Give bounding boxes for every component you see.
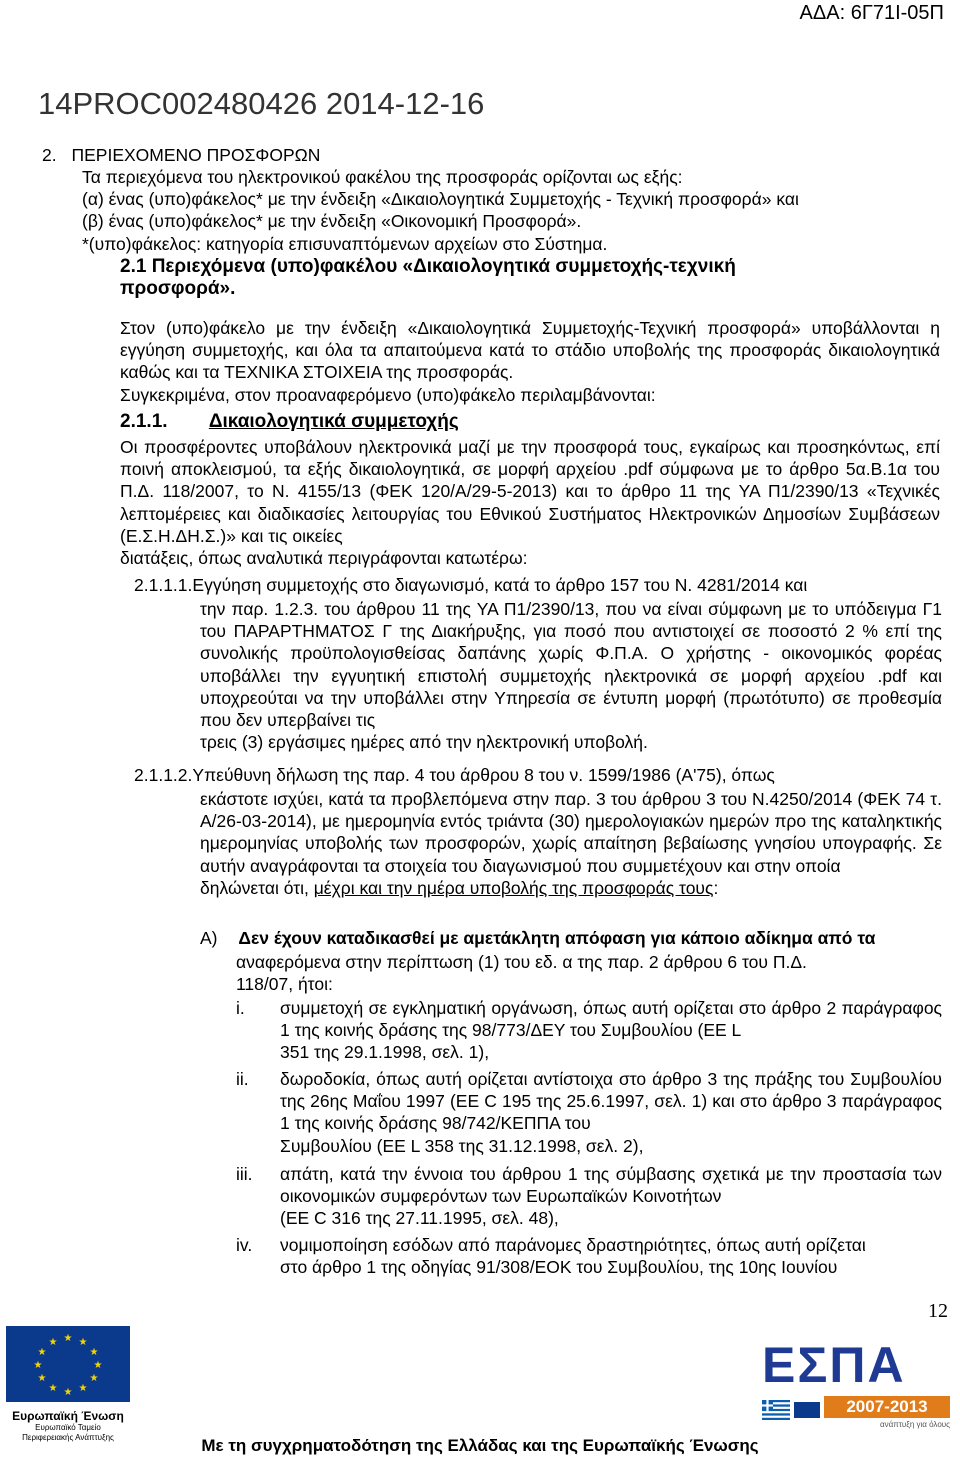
section-2-1-heading	[120, 256, 940, 300]
text-line: *(υπο)φάκελος: κατηγορία επισυναπτόμενων αρχείων στο Σύστημα.	[82, 233, 608, 254]
eu-flag-small-icon	[794, 1402, 820, 1418]
item-2-1-1-2-first	[134, 764, 944, 786]
paragraph: την παρ. 1.2.3. του άρθρου 11 της ΥΑ Π1/2390/13, που να είναι σύμφωνη με το υπόδειγμα Γ1 του ΠΑΡΑΡΤΗΜΑΤΟΣ Γ της Διακήρυξης, για ποσό που αντιστοιχεί σε ποσοστό 2 % επί της συνολικής προϋπολογισθείσας δαπάνης χωρίς Φ.Π.Α. Ο χρήστης - οικονομικός φορέας υποβάλλει την εγγυητική επιστολή συμμετοχής ηλεκτρονικά σε μορφή αρχείου .pdf και υποχρεούται να την υποβάλλει στην Υπηρεσία σε έντυπη μορφή (πρωτότυπο) σε προθεσμία που δεν υπερβαίνει τις	[200, 599, 942, 731]
text-span: :	[713, 877, 719, 898]
section-title: Δικαιολογητικά συμμετοχής	[208, 411, 459, 432]
text-line: (α) ένας (υπο)φάκελος* με την ένδειξη «Δικαιολογητικά Συμμετοχής - Τεχνική προσφορά» και	[82, 189, 799, 210]
svg-text:★: ★	[63, 1333, 73, 1344]
item-first-line: Εγγύηση συμμετοχής στο διαγωνισμό, κατά το άρθρο 157 του Ν. 4281/2014 και	[192, 575, 808, 595]
subitem-text	[280, 1163, 942, 1230]
svg-text:★: ★	[63, 1387, 73, 1398]
paragraph-last-line: (ΕΕ C 316 της 27.11.1995, σελ. 48),	[280, 1208, 559, 1229]
item-2-1-1-1-body	[200, 598, 942, 753]
svg-text:★: ★	[89, 1347, 99, 1358]
paragraph: νομιμοποίηση εσόδων από παράνομες δραστηριότητες, όπως αυτή ορίζεται	[280, 1235, 866, 1255]
footer-cofinancing-text: Με τη συγχρηματοδότηση της Ελλάδας και της Ευρωπαϊκής Ένωσης	[201, 1436, 759, 1455]
svg-text:★: ★	[48, 1383, 58, 1394]
item-number: 2.1.1.2.	[134, 765, 193, 785]
section-2-body	[82, 166, 942, 255]
section-number: 2.1.1.	[120, 411, 168, 432]
svg-text:★: ★	[37, 1347, 47, 1358]
clause-a-first	[200, 927, 944, 949]
paragraph: Οι προσφέροντες υποβάλουν ηλεκτρονικά μαζί με την προσφορά τους, εγκαίρως και προσηκόντως, επί ποινή αποκλεισμού, τα εξής δικαιολογητικά, σε μορφή αρχείου .pdf σύμφωνα με το άρθρο 5α.Β.1α του Π.Δ. 118/2007, το Ν. 4155/13 (ΦΕΚ 120/Α/29-5-2013) και το άρθρο 11 της ΥΑ Π1/2390/13 «Τεχνικές λεπτομέρειες και διαδικασίες λειτουργίας του Εθνικού Συστήματος Ηλεκτρονικών Δημοσίων Συμβάσεων (Ε.Σ.Η.ΔΗ.Σ.)» και τις οικείες	[120, 437, 940, 546]
paragraph: αναφερόμενα στην περίπτωση (1) του εδ. α της παρ. 2 άρθρου 6 του Π.Δ.	[236, 952, 807, 972]
subitem-text	[280, 997, 942, 1064]
svg-text:★: ★	[33, 1360, 43, 1371]
eu-logo-title: Ευρωπαϊκή Ένωση	[12, 1409, 124, 1423]
clause-a-body	[236, 951, 942, 995]
item-2-1-1-2-body	[200, 788, 942, 899]
section-2-1-paragraph	[120, 317, 940, 406]
svg-text:★: ★	[78, 1337, 88, 1348]
svg-text:★: ★	[48, 1337, 58, 1348]
paragraph: απάτη, κατά την έννοια του άρθρου 1 της σύμβασης σχετικά με την προστασία των οικονομικών συμφερόντων των Ευρωπαϊκών Κοινοτήτων	[280, 1164, 942, 1207]
espa-logo-name: ΕΣΠΑ	[762, 1337, 906, 1393]
eu-logo-subtitle: Περιφερειακής Ανάπτυξης	[22, 1433, 114, 1442]
paragraph: δωροδοκία, όπως αυτή ορίζεται αντίστοιχα στο άρθρο 3 της πράξης του Συμβουλίου της 26ης Μαΐου 1997 (ΕΕ C 195 της 25.6.1997, σελ. 1) και στο άρθρο 3 παράγραφος 1 της κοινής δράσης 98/742/ΚΕΠΠΑ του	[280, 1069, 942, 1134]
heading-line: προσφορά».	[120, 278, 236, 299]
paragraph: εκάστοτε ισχύει, κατά τα προβλεπόμενα στην παρ. 3 του άρθρου 3 του Ν.4250/2014 (ΦΕΚ 74 τ. Α/26-03-2014), με ημερομηνία εντός τριάντα (30) ημερολογιακών ημερών προ της καταληκτικής ημερομηνίας υποβολής των προσφορών, χωρίς απαίτηση βεβαίωσης γνησίου υπογραφής. Σε αυτήν αναγράφονται τα στοιχεία του διαγωνισμού που συμμετέχουν και στην οποία	[200, 789, 942, 876]
paragraph-last-line: τρεις (3) εργάσιμες ημέρες από την ηλεκτρονική υποβολή.	[200, 732, 648, 753]
ada-code: ΑΔΑ: 6Γ71Ι-05Π	[799, 2, 944, 24]
section-title: ΠΕΡΙΕΧΟΜΕΝΟ ΠΡΟΣΦΟΡΩΝ	[71, 145, 321, 165]
subitem-label: iii.	[236, 1164, 253, 1184]
greek-flag-icon	[762, 1400, 790, 1420]
svg-text:★: ★	[89, 1373, 99, 1384]
text-line: Τα περιεχόμενα του ηλεκτρονικού φακέλου της προσφοράς ορίζονται ως εξής:	[82, 167, 683, 187]
item-2-1-1-1-first	[134, 574, 944, 596]
document-id: 14PROC002480426 2014-12-16	[38, 86, 485, 121]
paragraph-last-line: 351 της 29.1.1998, σελ. 1),	[280, 1042, 490, 1063]
svg-text:★: ★	[78, 1383, 88, 1394]
section-number: 2.	[42, 145, 57, 165]
subitem-label: iv.	[236, 1235, 253, 1255]
paragraph-last-line: στο άρθρο 1 της οδηγίας 91/308/ΕΟΚ του Συμβουλίου, της 10ης Ιουνίου	[280, 1257, 838, 1278]
section-2-1-1-heading	[120, 411, 940, 433]
section-2-1-1-paragraph	[120, 436, 940, 569]
eu-logo	[6, 1326, 130, 1443]
paragraph-last-line: 118/07, ήτοι:	[236, 974, 333, 995]
subitem-text	[280, 1068, 942, 1157]
eu-logo-subtitle: Ευρωπαϊκό Ταμείο	[35, 1423, 101, 1432]
clause-label: Α)	[200, 928, 218, 948]
paragraph: συμμετοχή σε εγκληματική οργάνωση, όπως αυτή ορίζεται στο άρθρο 2 παράγραφος 1 της κοινής δράσης της 98/773/ΔΕΥ του Συμβουλίου (ΕΕ L	[280, 998, 942, 1041]
text-span: δηλώνεται ότι,	[200, 877, 314, 898]
text-line: (β) ένας (υπο)φάκελος* με την ένδειξη «Οικονομική Προσφορά».	[82, 211, 582, 232]
clause-first-line: Δεν έχουν καταδικασθεί με αμετάκλητη απόφαση για κάποιο αδίκημα από τα	[238, 928, 876, 948]
subitem-label: i.	[236, 998, 245, 1018]
eu-flag-icon	[6, 1326, 130, 1402]
espa-logo	[762, 1330, 952, 1428]
paragraph: Στον (υπο)φάκελο με την ένδειξη «Δικαιολογητικά Συμμετοχής-Τεχνική προσφορά» υποβάλλονται η εγγύηση συμμετοχής, και όλα τα απαιτούμενα κατά το στάδιο υποβολής της προσφοράς δικαιολογητικά καθώς και τα ΤΕΧΝΙΚΑ ΣΤΟΙΧΕΙΑ της προσφοράς.	[120, 318, 940, 383]
page-number: 12	[928, 1300, 948, 1322]
svg-text:★: ★	[93, 1360, 103, 1371]
subitem-text	[280, 1234, 942, 1278]
underlined-phrase: μέχρι και την ημέρα υποβολής της προσφοράς τους	[313, 877, 714, 898]
section-2-heading	[42, 144, 942, 166]
paragraph-last-line: Συμβουλίου (ΕΕ L 358 της 31.12.1998, σελ. 2),	[280, 1135, 644, 1156]
paragraph-last-line	[200, 877, 942, 899]
paragraph-last-line: διατάξεις, όπως αναλυτικά περιγράφονται κατωτέρω:	[120, 548, 528, 569]
item-first-line: Υπεύθυνη δήλωση της παρ. 4 του άρθρου 8 του ν. 1599/1986 (Α'75), όπως	[192, 765, 775, 785]
espa-logo-tagline: ανάπτυξη για όλους	[879, 1420, 950, 1429]
espa-logo-years: 2007-2013	[824, 1396, 950, 1418]
item-number: 2.1.1.1.	[134, 575, 193, 595]
heading-line: 2.1 Περιεχόμενα (υπο)φακέλου «Δικαιολογητικά συμμετοχής-τεχνική	[120, 256, 736, 277]
svg-text:★: ★	[37, 1373, 47, 1384]
subitem-label: ii.	[236, 1069, 249, 1089]
paragraph-last-line: Συγκεκριμένα, στον προαναφερόμενο (υπο)φάκελο περιλαμβάνονται:	[120, 384, 656, 405]
